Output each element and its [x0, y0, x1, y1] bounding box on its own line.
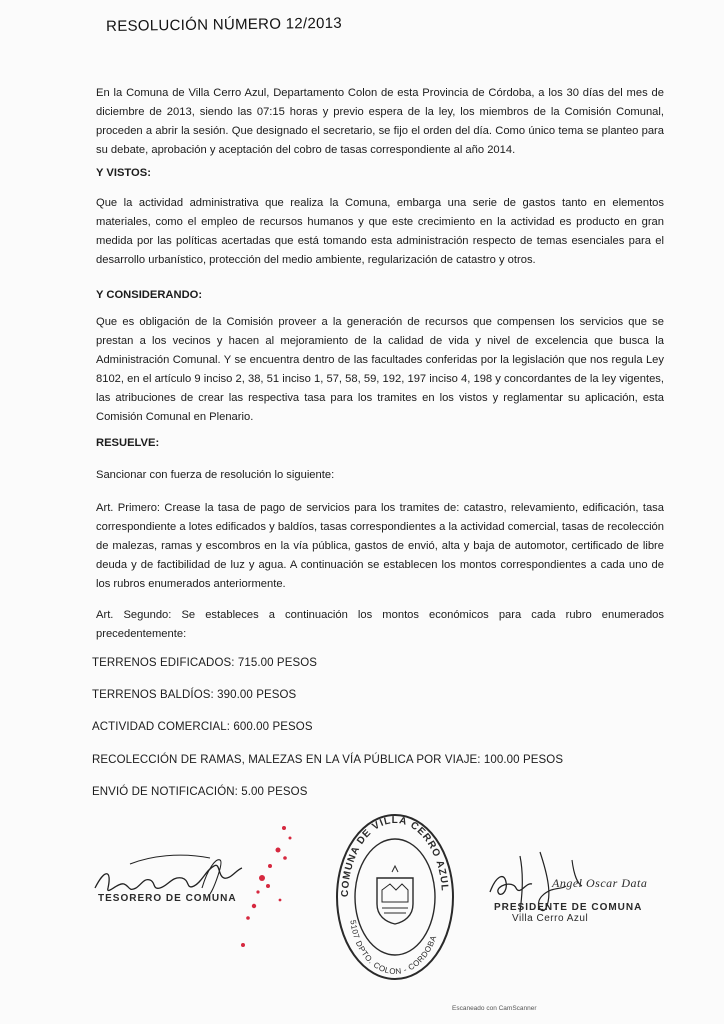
president-role: PRESIDENTE DE COMUNA	[494, 902, 643, 913]
scanner-footer: Escaneado con CamScanner	[452, 1005, 537, 1012]
red-ink-spots	[240, 820, 320, 970]
stamp-top-text: COMUNA DE VILLA CERRO AZUL	[339, 814, 450, 898]
resuelve-heading: RESUELVE:	[96, 437, 160, 449]
official-stamp	[334, 812, 456, 982]
fee-line: TERRENOS BALDÍOS: 390.00 PESOS	[92, 689, 297, 701]
stamp-bottom-text: 5107 DPTO. COLON - CORDOBA	[348, 919, 439, 977]
vistos-paragraph: Que la actividad administrativa que realiza la Comuna, embarga una serie de gastos tanto en elementos materiales, como el empleo de recursos humanos y que este crecimiento en la actividad es producto en gran medida por las políticas acertadas que está tomando esta administración respecto de temas esenciales para el desarrollo urbanístico, protección del medio ambiente, regularización de catastro y otros.	[96, 197, 664, 266]
intro-paragraph: En la Comuna de Villa Cerro Azul, Departamento Colon de esta Provincia de Córdoba, a los 30 días del mes de diciembre de 2013, siendo las 07:15 horas y previo espera de la ley, los miembros de la Comisión Comunal, proceden a abrir la sesión. Que designado el secretario, se fijo el orden del día. Como único tema se planteo para su debate, aprobación y aceptación del cobro de tasas correspondiente al año 2014.	[96, 87, 664, 156]
art-primero-paragraph: Art. Primero: Crease la tasa de pago de servicios para los tramites de: catastro, relevamiento, edificación, tasa correspondiente a lotes edificados y baldíos, tasas correspondientes a la actividad comercial, tasas de recolección de malezas, ramas y escombros en la vía pública, gastos de envió, alta y baja de automotor, certificado de libre deuda y de factibilidad de luz y agua. A continuación se establecen los montos correspondientes a cada uno de los rubros enumerados anteriormente.	[96, 502, 664, 590]
president-location: Villa Cerro Azul	[512, 913, 589, 924]
treasurer-role: TESORERO DE COMUNA	[98, 893, 237, 904]
considerando-heading: Y CONSIDERANDO:	[96, 289, 203, 301]
vistos-heading: Y VISTOS:	[96, 167, 151, 179]
fee-line: TERRENOS EDIFICADOS: 715.00 PESOS	[92, 657, 318, 669]
fee-line: RECOLECCIÓN DE RAMAS, MALEZAS EN LA VÍA PÚBLICA POR VIAJE: 100.00 PESOS	[92, 754, 564, 766]
treasurer-signature	[90, 848, 250, 918]
art-segundo-paragraph: Art. Segundo: Se estableces a continuación los montos económicos para cada rubro enumerados precedentemente:	[96, 609, 664, 640]
resuelve-intro: Sancionar con fuerza de resolución lo siguiente:	[96, 469, 335, 481]
considerando-paragraph: Que es obligación de la Comisión proveer a la generación de recursos que compensen los servicios que se prestan a los vecinos y hacen al mejoramiento de la calidad de vida y nivel de excelencia que busca la Administración Comunal. Y se encuentra dentro de las facultades conferidas por la legislación que nos regula Ley 8102, en el artículo 9 inciso 2, 38, 51 inciso 1, 57, 58, 59, 192, 197 inciso 4, 198 y concordantes de la ley vigentes, las atribuciones de crear las respectiva tasa para los tramites en los vistos y reglamentar su aplicación, esta Comisión Comunal en Plenario.	[96, 316, 664, 423]
coat-of-arms-icon	[377, 866, 413, 924]
fee-line: ACTIVIDAD COMERCIAL: 600.00 PESOS	[92, 721, 313, 733]
document-title: RESOLUCIÓN NÚMERO 12/2013	[106, 14, 343, 35]
president-name: Angel Oscar Data	[552, 876, 648, 890]
fee-line: ENVIÓ DE NOTIFICACIÓN: 5.00 PESOS	[92, 786, 308, 798]
